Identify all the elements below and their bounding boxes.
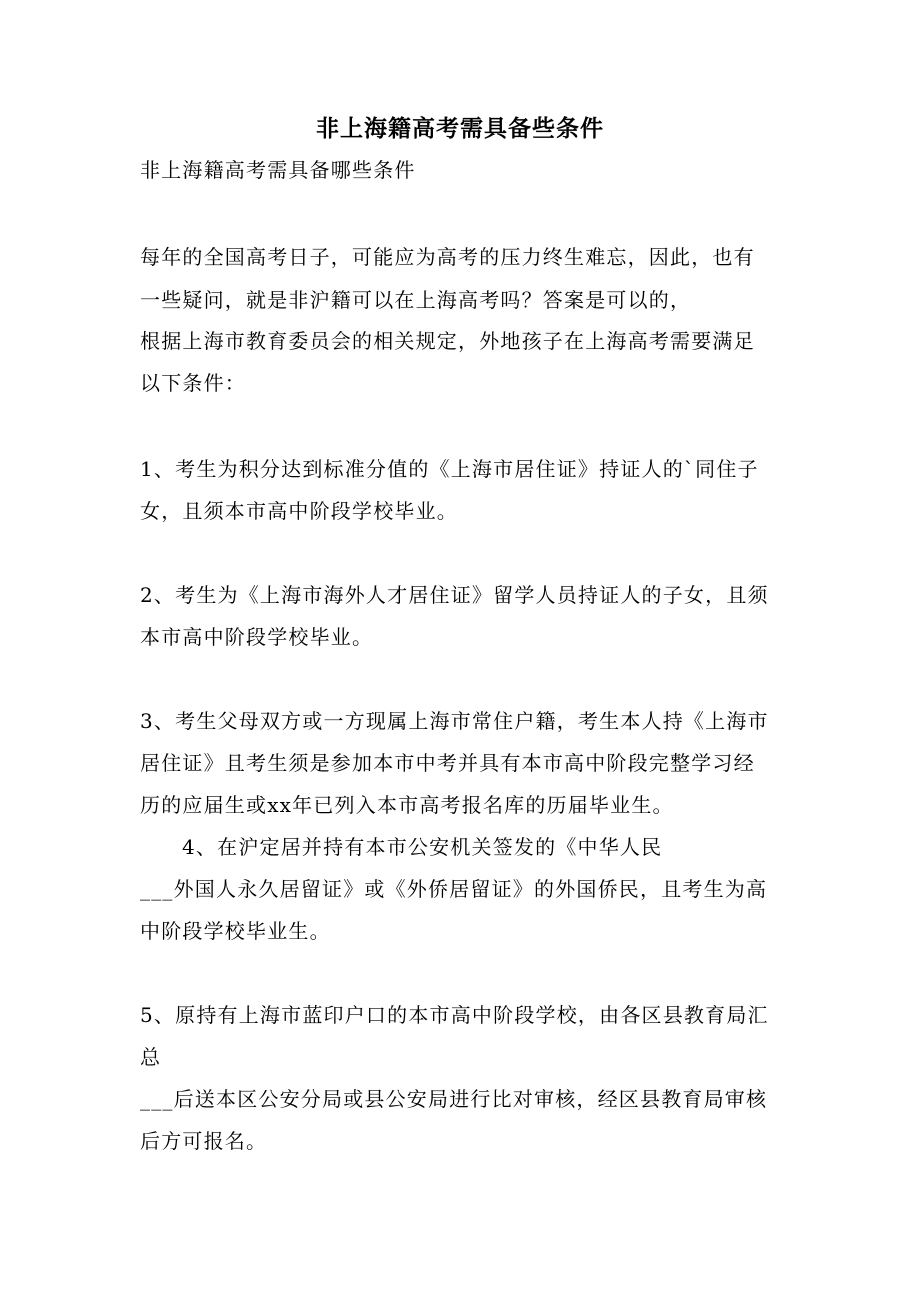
intro-line: 以下条件： [140,371,246,395]
item-2-line: 2、考生为《上海市海外人才居住证》留学人员持证人的子女，且须 [140,583,769,607]
intro-line: 一些疑问，就是非沪籍可以在上海高考吗？答案是可以的， [140,288,692,312]
item-4-line: 4、在沪定居并持有本市公安机关签发的《中华人民 [182,835,663,859]
item-5-line: 5、原持有上海市蓝印户口的本市高中阶段学校，由各区县教育局汇 [140,1003,769,1027]
item-1-line: 1、考生为积分达到标准分值的《上海市居住证》持证人的`同住子 [140,457,759,481]
intro-line: 每年的全国高考日子，可能应为高考的压力终生难忘，因此，也有 [140,245,755,269]
document-title: 非上海籍高考需具备些条件 [316,115,604,142]
item-3-line: 3、考生父母双方或一方现属上海市常住户籍，考生本人持《上海市 [140,709,769,733]
item-4-line: ___外国人永久居留证》或《外侨居留证》的外国侨民，且考生为高 [140,877,768,901]
intro-line: 根据上海市教育委员会的相关规定，外地孩子在上海高考需要满足 [140,329,755,353]
item-4-line: 中阶段学校毕业生。 [140,919,331,943]
item-2-line: 本市高中阶段学校毕业。 [140,625,374,649]
item-5-line: 后方可报名。 [140,1129,268,1153]
document-subtitle: 非上海籍高考需具备哪些条件 [140,158,416,182]
item-5-line: 总 [140,1045,162,1069]
item-1-line: 女，且须本市高中阶段学校毕业。 [140,499,458,523]
item-3-line: 居住证》且考生须是参加本市中考并具有本市高中阶段完整学习经 [140,751,755,775]
item-3-line: 历的应届生或xx年已列入本市高考报名库的历届毕业生。 [140,793,674,817]
item-5-line: ___后送本区公安分局或县公安局进行比对审核，经区县教育局审核 [140,1087,768,1111]
